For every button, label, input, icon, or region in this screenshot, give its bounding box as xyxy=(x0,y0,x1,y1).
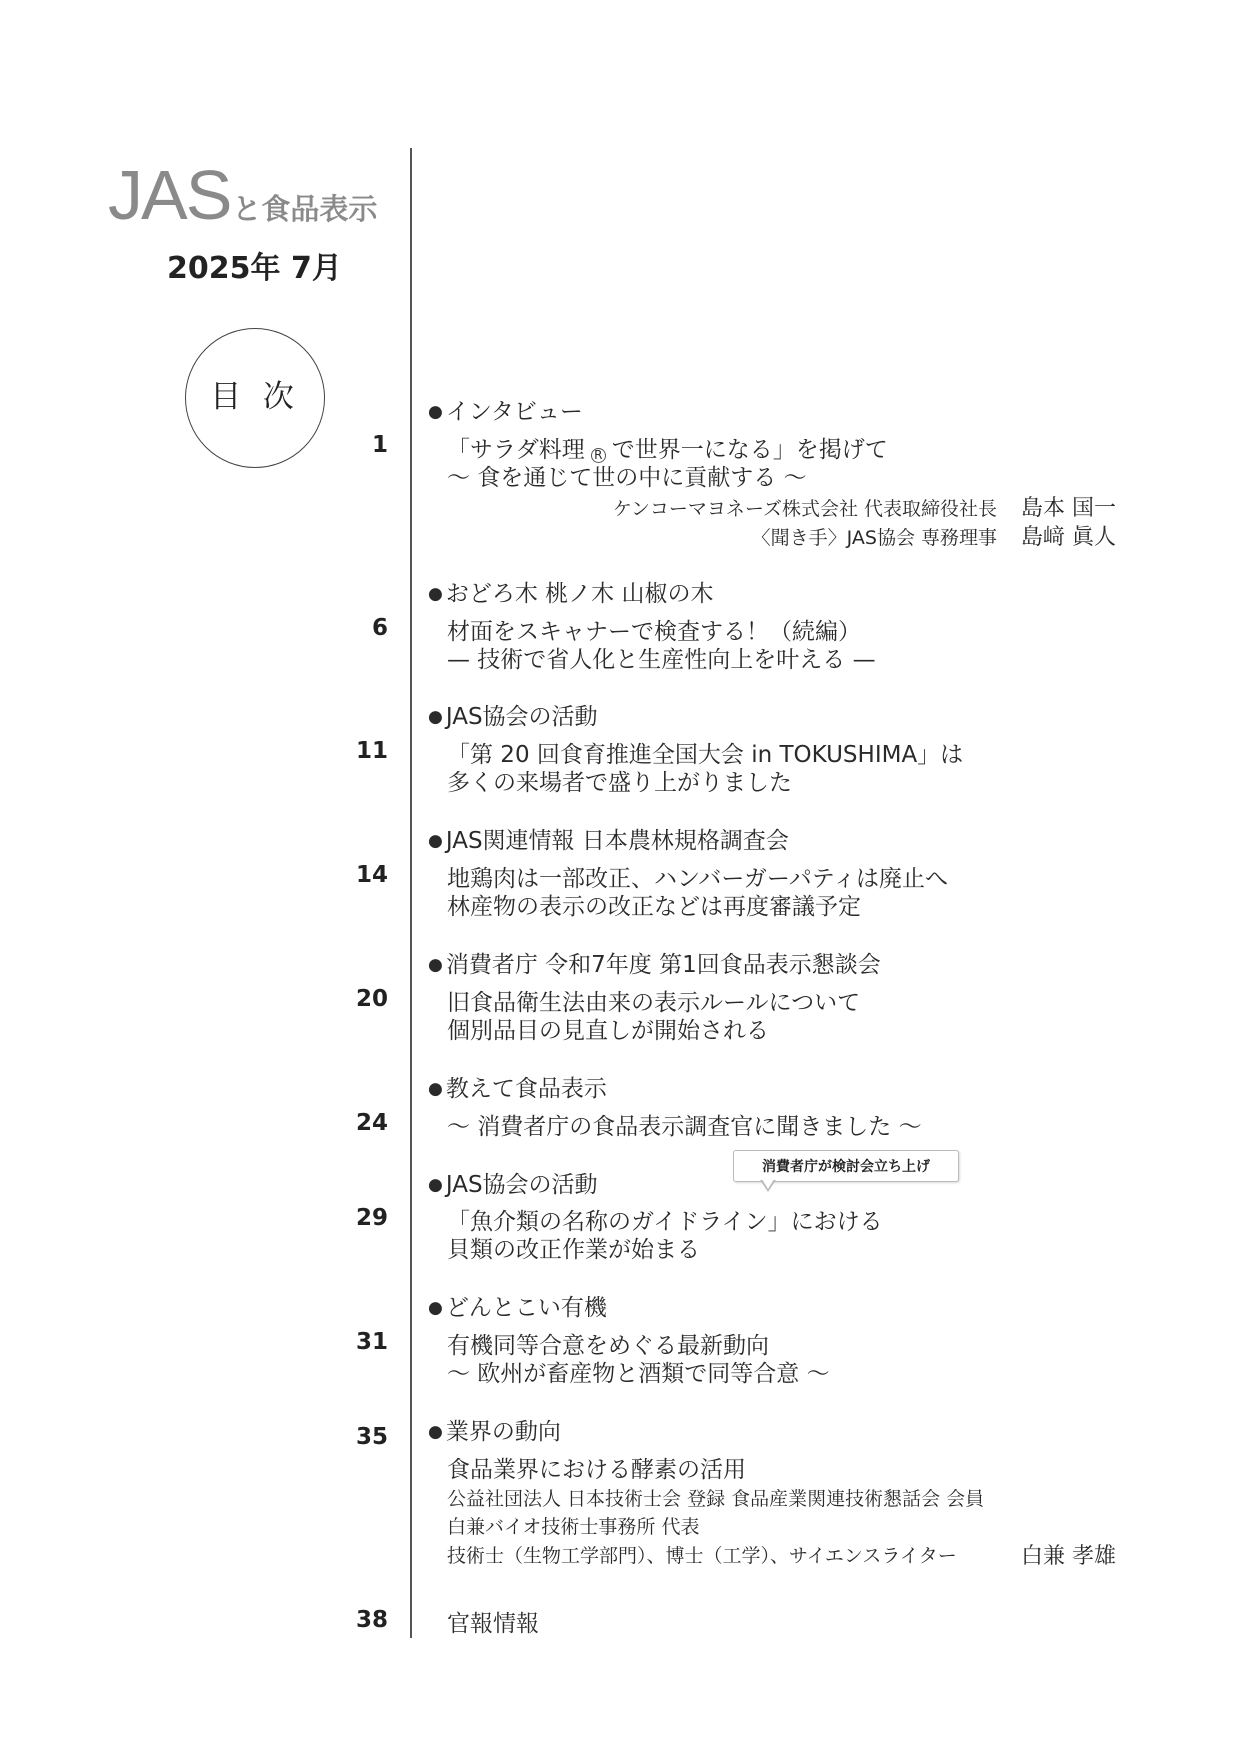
bullet-icon: ● xyxy=(428,1175,443,1195)
entry-page-number[interactable]: 20 xyxy=(355,986,388,1012)
entry-subtitle-line[interactable]: — 技術で省人化と生産性向上を叶える — xyxy=(447,647,876,673)
entry-subtitle-line[interactable]: 〜 食を通じて世の中に貢献する 〜 xyxy=(447,465,807,491)
entry-category[interactable]: ● JAS協会の活動 xyxy=(428,704,598,730)
entry-title-line[interactable]: 食品業界における酵素の活用 xyxy=(447,1457,746,1483)
entry-page-number[interactable]: 29 xyxy=(355,1205,388,1231)
vertical-divider xyxy=(410,148,412,1638)
entry-title-line[interactable]: 「サラダ料理 R で世界一になる」を掲げて xyxy=(447,437,888,463)
bullet-icon: ● xyxy=(428,1298,443,1318)
entry-affiliation: 技術士（生物工学部門）、博士（工学）、サイエンスライター xyxy=(447,1545,957,1567)
bullet-icon: ● xyxy=(428,584,443,604)
bullet-icon: ● xyxy=(428,1422,443,1442)
entry-title-line[interactable]: 「魚介類の名称のガイドライン」における xyxy=(447,1209,883,1235)
entry-credit: 〈聞き手〉JAS協会 専務理事 島﨑 眞人 xyxy=(751,525,1116,550)
entry-title-line[interactable]: 材面をスキャナーで検査する！（続編） xyxy=(447,619,861,645)
entry-category[interactable]: ● JAS協会の活動 xyxy=(428,1172,598,1198)
entry-page-number[interactable]: 38 xyxy=(355,1607,388,1633)
bullet-icon: ● xyxy=(428,955,443,975)
masthead-jas: JAS xyxy=(108,156,231,234)
entry-credit: ケンコーマヨネーズ株式会社 代表取締役社長 島本 国一 xyxy=(612,496,1116,521)
issue-date: 2025年 7月 xyxy=(167,251,342,286)
entry-subtitle-line[interactable]: 林産物の表示の改正などは再度審議予定 xyxy=(447,894,861,920)
entry-page-number[interactable]: 6 xyxy=(371,615,388,641)
entry-page-number[interactable]: 31 xyxy=(355,1329,388,1355)
entry-affiliation: 白兼バイオ技術士事務所 代表 xyxy=(447,1516,700,1538)
registered-mark-icon: R xyxy=(591,448,606,463)
entry-affiliation: 公益社団法人 日本技術士会 登録 食品産業関連技術懇話会 会員 xyxy=(447,1488,985,1510)
callout-tail-fill xyxy=(762,1179,774,1189)
entry-category[interactable]: ● インタビュー xyxy=(428,399,583,425)
entry-category[interactable]: ● JAS関連情報 日本農林規格調査会 xyxy=(428,828,789,854)
bullet-icon: ● xyxy=(428,707,443,727)
entry-page-number[interactable]: 11 xyxy=(355,738,388,764)
entry-page-number[interactable]: 1 xyxy=(371,432,388,458)
bullet-icon: ● xyxy=(428,831,443,851)
toc-label: 目 次 xyxy=(210,379,300,415)
entry-title-line[interactable]: 「第 20 回食育推進全国大会 in TOKUSHIMA」は xyxy=(447,742,964,768)
entry-page-number[interactable]: 35 xyxy=(355,1424,388,1450)
entry-subtitle-line[interactable]: 貝類の改正作業が始まる xyxy=(447,1237,700,1263)
callout-note: 消費者庁が検討会立ち上げ xyxy=(733,1150,959,1182)
entry-category[interactable]: ● どんとこい有機 xyxy=(428,1295,607,1321)
entry-page-number[interactable]: 14 xyxy=(355,862,388,888)
masthead-title: と食品表示 xyxy=(232,192,378,226)
entry-category[interactable]: ● おどろ木 桃ノ木 山椒の木 xyxy=(428,581,714,607)
entry-category[interactable]: ● 業界の動向 xyxy=(428,1419,561,1445)
entry-title-line[interactable]: 〜 消費者庁の食品表示調査官に聞きました 〜 xyxy=(447,1114,922,1140)
entry-page-number[interactable]: 24 xyxy=(355,1110,388,1136)
bullet-icon: ● xyxy=(428,402,443,422)
entry-category[interactable]: ● 消費者庁 令和7年度 第1回食品表示懇談会 xyxy=(428,952,881,978)
entry-title-line[interactable]: 有機同等合意をめぐる最新動向 xyxy=(447,1333,769,1359)
bullet-icon: ● xyxy=(428,1079,443,1099)
entry-title-line[interactable]: 官報情報 xyxy=(447,1611,539,1637)
entry-subtitle-line[interactable]: 〜 欧州が畜産物と酒類で同等合意 〜 xyxy=(447,1361,830,1387)
entry-category[interactable]: ● 教えて食品表示 xyxy=(428,1076,607,1102)
entry-subtitle-line[interactable]: 多くの来場者で盛り上がりました xyxy=(447,770,792,796)
entry-title-line[interactable]: 地鶏肉は一部改正、ハンバーガーパティは廃止へ xyxy=(447,866,948,892)
entry-author: 白兼 孝雄 xyxy=(1021,1544,1116,1569)
masthead xyxy=(108,156,378,234)
entry-subtitle-line[interactable]: 個別品目の見直しが開始される xyxy=(447,1018,769,1044)
entry-title-line[interactable]: 旧食品衛生法由来の表示ルールについて xyxy=(447,990,861,1016)
